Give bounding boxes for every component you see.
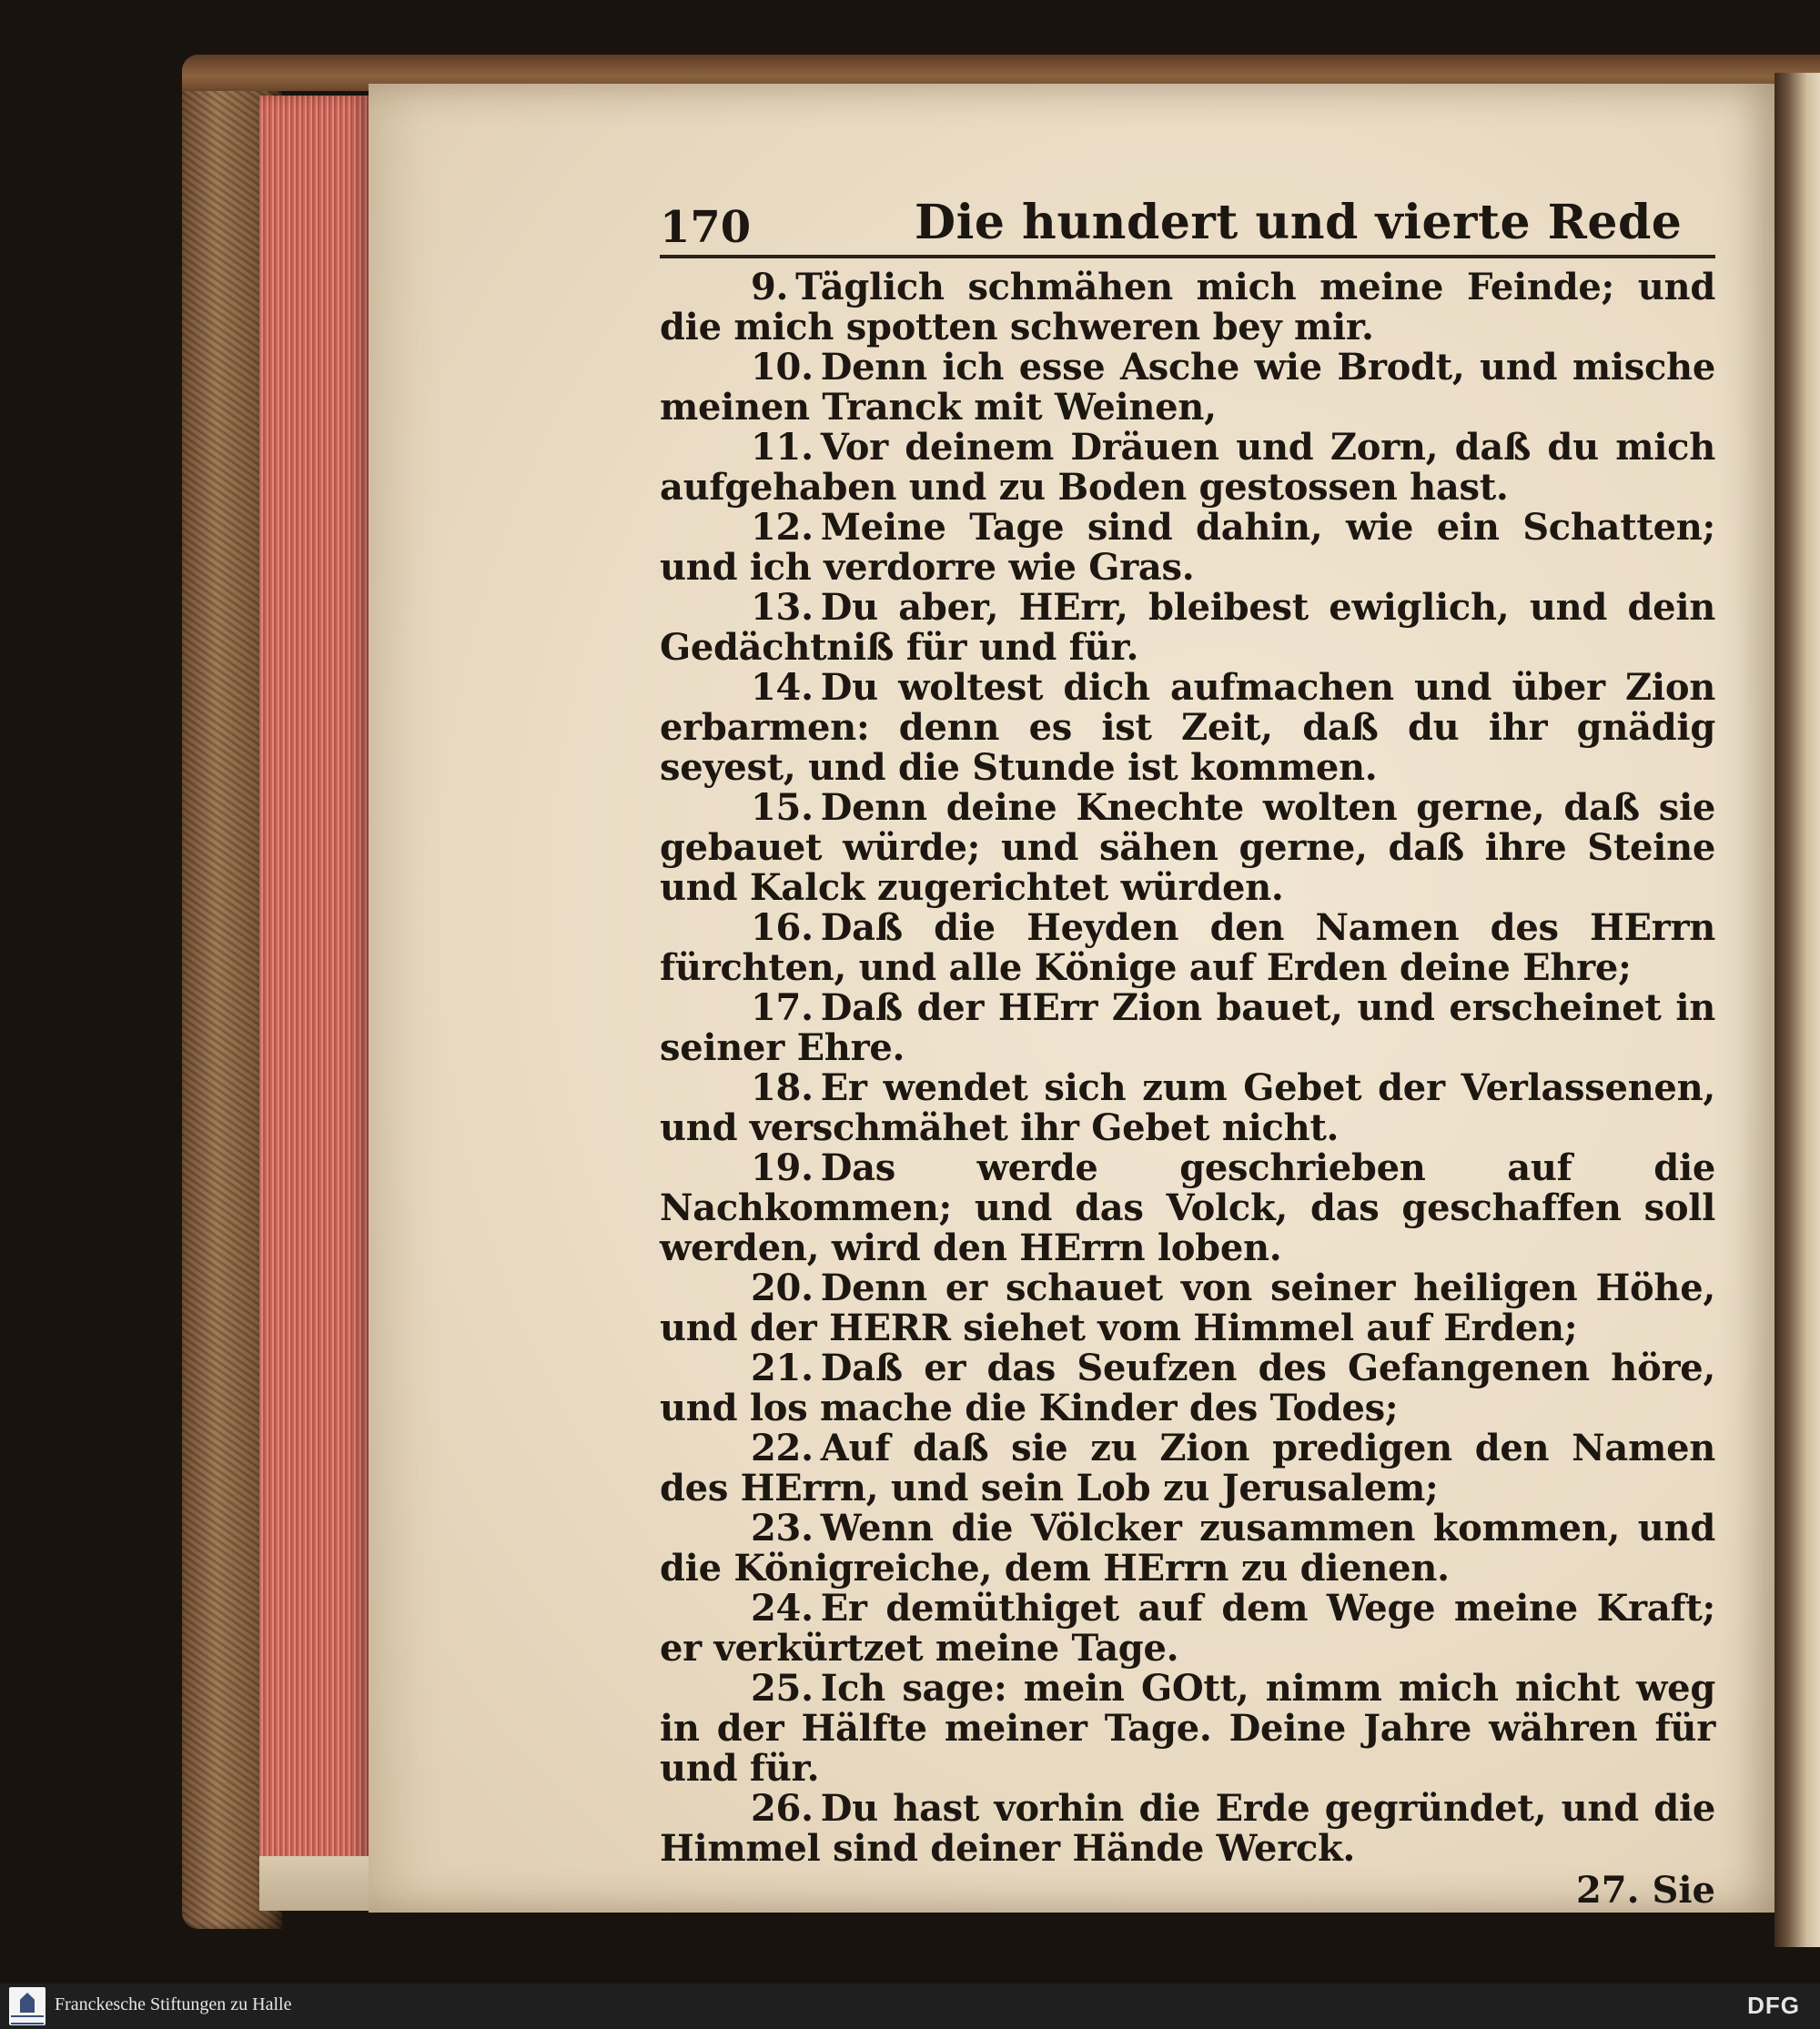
verse xyxy=(660,1669,1715,1789)
verse-list xyxy=(660,268,1715,1869)
dfg-logo[interactable]: DFG xyxy=(1747,1992,1800,2019)
verse-number: 24. xyxy=(751,1587,814,1630)
verse-text: Das werde geschrieben auf die Nachkommen; und das Volck, das geschaffen soll werden, wird den HErrn loben. xyxy=(660,1146,1715,1269)
verse-text: Denn deine Knechte wolten gerne, daß sie gebauet würde; und sähen gerne, daß ihre Steine und Kalck zugerichtet würden. xyxy=(660,786,1715,909)
verse-number: 20. xyxy=(751,1267,814,1309)
verse-text: Ich sage: mein GOtt, nimm mich nicht weg in der Hälfte meiner Tage. Deine Jahre währen für und für. xyxy=(660,1667,1715,1790)
verse xyxy=(660,268,1715,348)
verse-number: 10. xyxy=(751,346,814,389)
verse xyxy=(660,1148,1715,1268)
page-number: 170 xyxy=(660,202,752,253)
verse xyxy=(660,988,1715,1068)
verse-number: 9. xyxy=(751,266,789,308)
verse xyxy=(660,508,1715,588)
printed-text-block xyxy=(660,191,1715,1912)
verse-text: Du aber, HErr, bleibest ewiglich, und dein Gedächtniß für und für. xyxy=(660,586,1715,669)
verse xyxy=(660,788,1715,908)
verse-number: 23. xyxy=(751,1507,814,1550)
verse xyxy=(660,1348,1715,1428)
verse-text: Meine Tage sind dahin, wie ein Schatten; und ich verdorre wie Gras. xyxy=(660,506,1715,589)
verse-number: 15. xyxy=(751,786,814,829)
verse xyxy=(660,1509,1715,1589)
verse-number: 21. xyxy=(751,1347,814,1389)
verse xyxy=(660,1589,1715,1669)
verse-text: Denn er schauet von seiner heiligen Höhe, und der HERR siehet vom Himmel auf Erden; xyxy=(660,1267,1715,1349)
page-title: Die hundert und vierte Rede xyxy=(915,195,1683,250)
logo-wordmark-lines xyxy=(11,2015,44,2024)
viewer-footer xyxy=(0,1984,1820,2029)
verse-number: 12. xyxy=(751,506,814,549)
verse-text: Denn ich esse Asche wie Brodt, und mische meinen Tranck mit Weinen, xyxy=(660,346,1715,429)
verse-number: 19. xyxy=(751,1146,814,1189)
verse xyxy=(660,348,1715,428)
verse-text: Wenn die Völcker zusammen kommen, und die Königreiche, dem HErrn zu dienen. xyxy=(660,1507,1715,1590)
verse-number: 22. xyxy=(751,1427,814,1469)
verse-number: 16. xyxy=(751,906,814,949)
catchword: 27. Sie xyxy=(1575,1869,1715,1912)
verse xyxy=(660,1268,1715,1348)
verse xyxy=(660,428,1715,508)
verse xyxy=(660,1789,1715,1869)
verse-number: 13. xyxy=(751,586,814,629)
page-block-red-edge xyxy=(259,96,369,1902)
verse-number: 11. xyxy=(751,426,814,469)
verse-text: Du woltest dich aufmachen und über Zion erbarmen: denn es ist Zeit, daß du ihr gnädig seyest, und die Stunde ist kommen. xyxy=(660,666,1715,789)
verse-number: 14. xyxy=(751,666,814,709)
verse xyxy=(660,588,1715,668)
verse xyxy=(660,1068,1715,1148)
verse-number: 18. xyxy=(751,1066,814,1109)
franckesche-stiftungen-logo-icon[interactable] xyxy=(9,1987,46,2025)
verse xyxy=(660,1428,1715,1509)
verse-number: 26. xyxy=(751,1787,814,1830)
verse-text: Auf daß sie zu Zion predigen den Namen des HErrn, und sein Lob zu Jerusalem; xyxy=(660,1427,1715,1509)
verse xyxy=(660,668,1715,788)
book-gutter xyxy=(1774,73,1820,1947)
verse-text: Daß der HErr Zion bauet, und erscheinet in seiner Ehre. xyxy=(660,986,1715,1069)
verse-text: Daß er das Seufzen des Gefangenen höre, und los mache die Kinder des Todes; xyxy=(660,1347,1715,1429)
verse-number: 17. xyxy=(751,986,814,1029)
institution-name: Franckesche Stiftungen zu Halle xyxy=(55,1994,292,2014)
verse xyxy=(660,908,1715,988)
verse-text: Er wendet sich zum Gebet der Verlassenen, und verschmähet ihr Gebet nicht. xyxy=(660,1066,1715,1149)
logo-building-icon xyxy=(20,1993,35,2013)
verse-text: Vor deinem Dräuen und Zorn, daß du mich aufgehaben und zu Boden gestossen hast. xyxy=(660,426,1715,509)
verse-number: 25. xyxy=(751,1667,814,1710)
verse-text: Daß die Heyden den Namen des HErrn fürchten, und alle Könige auf Erden deine Ehre; xyxy=(660,906,1715,989)
running-head xyxy=(660,191,1715,258)
verse-text: Er demüthiget auf dem Wege meine Kraft; er verkürtzet meine Tage. xyxy=(660,1587,1715,1670)
verse-text: Du hast vorhin die Erde gegründet, und die Himmel sind deiner Hände Werck. xyxy=(660,1787,1715,1870)
verse-text: Täglich schmähen mich meine Feinde; und die mich spotten schweren bey mir. xyxy=(660,266,1715,348)
